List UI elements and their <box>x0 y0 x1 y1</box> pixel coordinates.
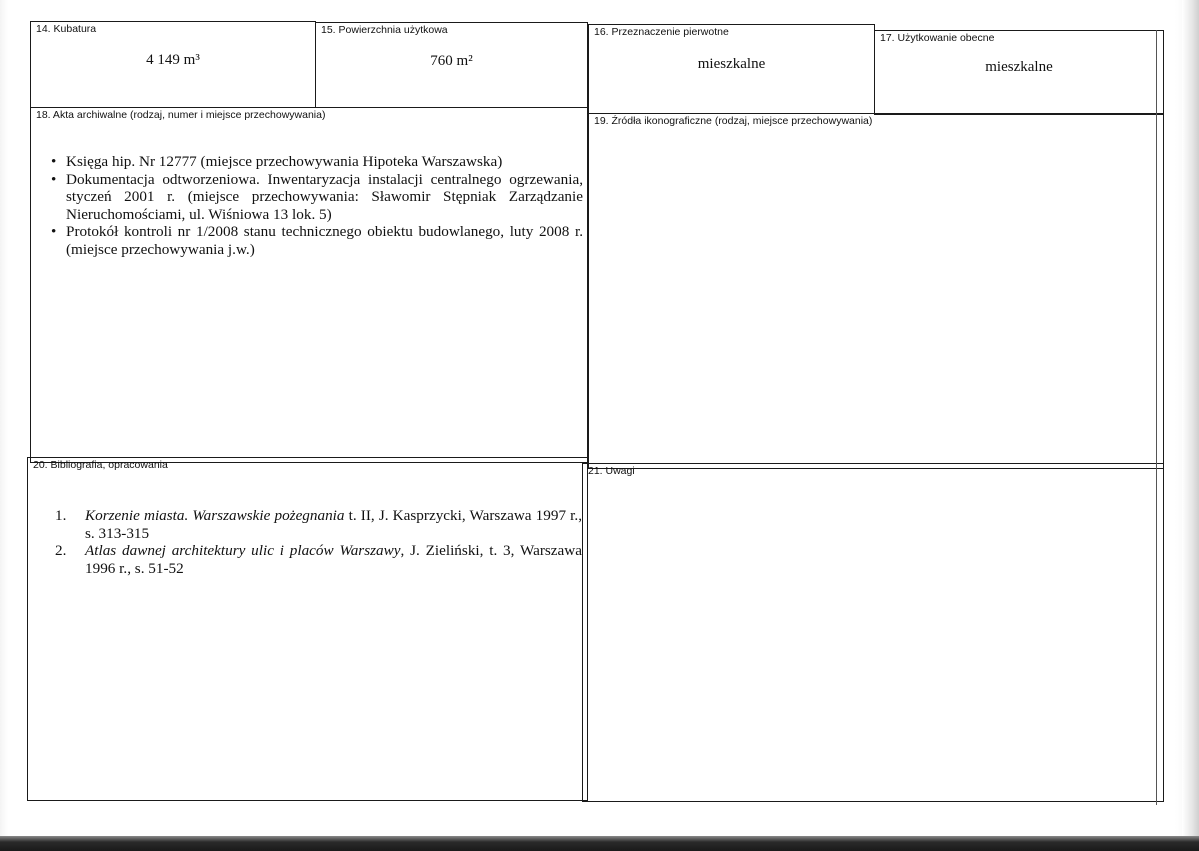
item-details: t. II, J. Kasprzycki, Warszawa 1997 r., s. 313-315 <box>85 507 582 542</box>
item-title: Korzenie miasta. Warszawskie pożegnania <box>85 507 345 524</box>
item-number: 1. <box>55 507 67 524</box>
field-value: 760 m² <box>430 53 473 69</box>
list-item: • Dokumentacja odtworzeniowa. Inwentaryzacja instalacji centralnego ogrzewania, styczeń 2001 r. (miejsce przechowywania: Sławomir Stępniak Zarządzanie Nieruchomościami, ul. Wiśniowa 13 lok. 5) <box>50 171 583 224</box>
item-title: Atlas dawnej architektury ulic i placów Warszawy <box>85 542 401 559</box>
field-label: 17. Użytkowanie obecne <box>880 32 995 44</box>
list-item: • Protokół kontroli nr 1/2008 stanu technicznego obiektu budowlanego, luty 2008 r. (miejsce przechowywania j.w.) <box>50 223 583 258</box>
field-uzytkowanie <box>874 30 1164 115</box>
field-value: mieszkalne <box>985 59 1053 75</box>
list-item <box>55 507 582 542</box>
field-powierzchnia <box>315 22 588 108</box>
field-value: mieszkalne <box>697 56 766 72</box>
item-number: 2. <box>55 542 67 559</box>
field-akta-archiwalne <box>30 107 588 463</box>
field-uwagi <box>582 463 1164 802</box>
page-border-line <box>1156 30 1157 805</box>
bibliografia-list <box>55 507 582 577</box>
field-label: 14. Kubatura <box>36 23 97 35</box>
akta-list <box>50 153 583 258</box>
field-label: 20. Bibliografia, opracowania <box>33 459 168 471</box>
field-label: 18. Akta archiwalne (rodzaj, numer i miejsce przechowywania) <box>36 109 326 121</box>
field-label: 15. Powierzchnia użytkowa <box>321 24 448 36</box>
item-details: , J. Zieliński, t. 3, Warszawa 1996 r., s. 51-52 <box>85 542 582 577</box>
scan-page-edge <box>1182 0 1199 836</box>
field-kubatura <box>30 21 316 108</box>
field-label: 19. Źródła ikonograficzne (rodzaj, miejsce przechowywania) <box>594 115 873 127</box>
field-przeznaczenie <box>588 24 875 114</box>
field-label: 21. Uwagi <box>588 465 635 477</box>
scan-bottom-shadow <box>0 836 1199 851</box>
field-zrodla-ikonograficzne <box>588 113 1164 469</box>
list-item <box>55 542 582 577</box>
list-item: • Księga hip. Nr 12777 (miejsce przechowywania Hipoteka Warszawska) <box>50 153 583 171</box>
field-label: 16. Przeznaczenie pierwotne <box>594 26 729 38</box>
field-value: 4 149 m³ <box>146 52 200 68</box>
field-bibliografia <box>27 457 588 801</box>
